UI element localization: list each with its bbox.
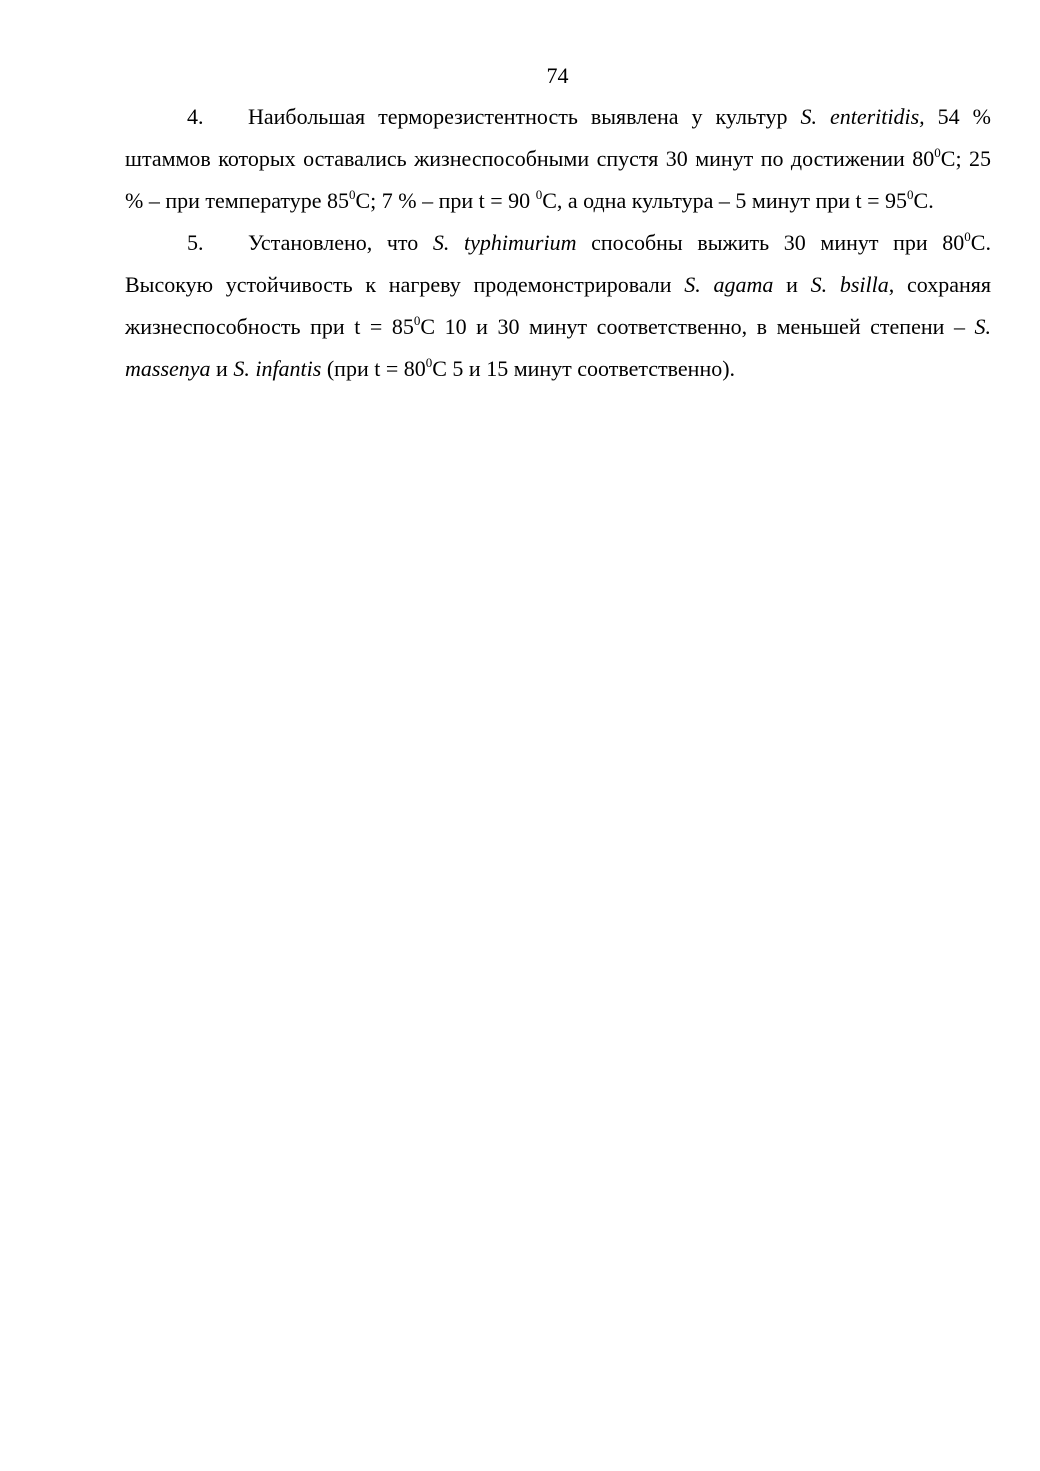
degree-superscript: 0 xyxy=(535,187,543,202)
species-name: S. massenya xyxy=(125,314,992,381)
species-name: S. enteritidis, xyxy=(800,104,925,129)
degree-superscript: 0 xyxy=(934,145,941,160)
degree-superscript: 0 xyxy=(349,187,356,202)
paragraph-text-segment: С; 7 % – при t = 90 xyxy=(355,188,536,213)
list-item-4 xyxy=(125,96,991,222)
paragraph-text-segment: и xyxy=(210,356,234,381)
paragraph-text-segment: С; 25 % – при температуре 85 xyxy=(125,146,991,213)
degree-superscript: 0 xyxy=(413,313,421,328)
paragraph-text-segment: Установлено, что xyxy=(248,230,433,255)
paragraph-text-segment: С. Высокую устойчивость к нагреву продемонстрировали xyxy=(125,230,991,297)
paragraph-text-segment: Наибольшая терморезистентность выявлена у культур xyxy=(248,104,801,129)
page-number: 74 xyxy=(546,63,569,88)
paragraph-text-segment: (при t = 80 xyxy=(321,356,426,381)
paragraph-text-segment: 54 % штаммов которых оставались жизнеспособными спустя 30 минут по достижении 80 xyxy=(125,104,991,171)
list-item-number: 4. xyxy=(187,104,204,129)
paragraph-text-segment: С, а одна культура – 5 минут при t = 95 xyxy=(542,188,908,213)
paragraph-text-segment: С 10 и 30 минут соответственно, в меньшей степени – xyxy=(420,314,975,339)
paragraph-text-segment: и xyxy=(773,272,811,297)
species-name: S. infantis xyxy=(233,356,322,381)
degree-superscript: 0 xyxy=(964,229,971,244)
paragraph-text-segment: способны выжить 30 минут при 80 xyxy=(576,230,965,255)
species-name: S. typhimurium xyxy=(432,230,577,255)
document-body xyxy=(125,96,991,390)
paragraph-text-segment: С. xyxy=(913,188,934,213)
degree-superscript: 0 xyxy=(907,187,914,202)
paragraph-text-segment: , сохраняя жизнеспособность при t = 85 xyxy=(125,272,992,339)
list-item-5 xyxy=(125,222,991,390)
list-item-number: 5. xyxy=(187,230,204,255)
paragraph-text-segment: С 5 и 15 минут соответственно). xyxy=(432,356,736,381)
species-name: S. bsilla xyxy=(810,272,889,297)
degree-superscript: 0 xyxy=(425,355,433,370)
species-name: S. agama xyxy=(684,272,774,297)
